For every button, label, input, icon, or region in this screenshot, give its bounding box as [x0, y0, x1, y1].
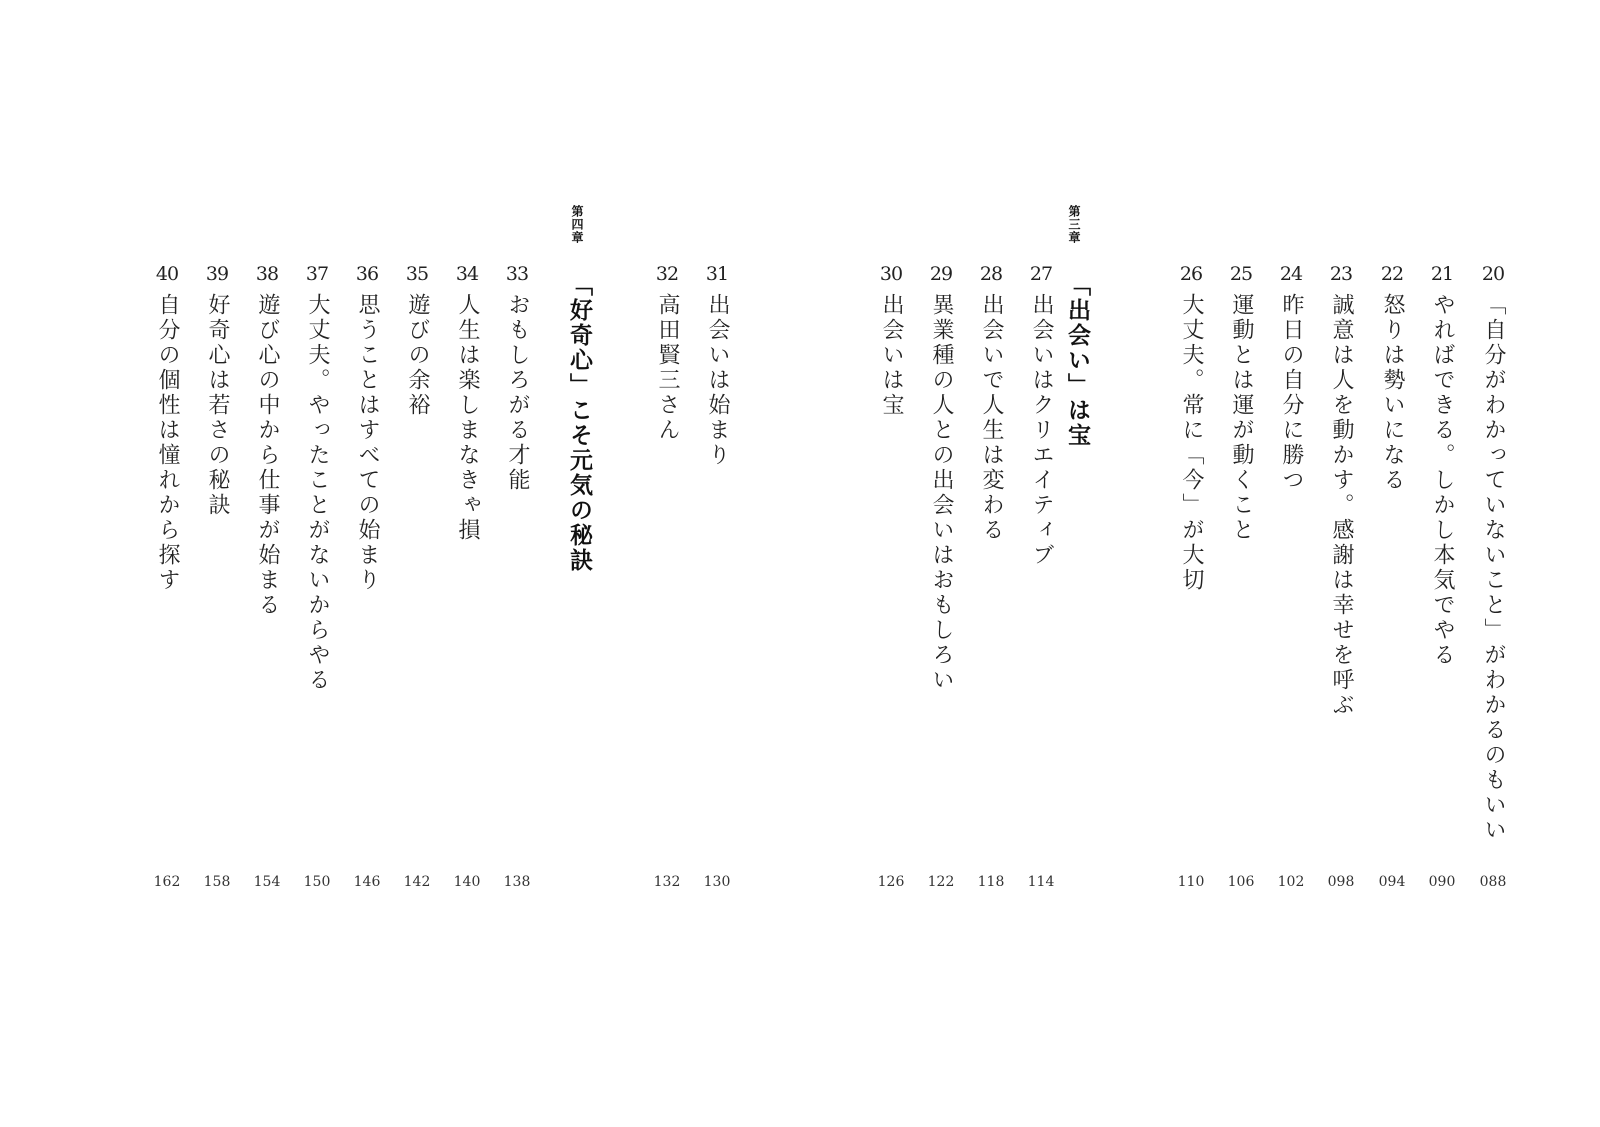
entry-number: 27: [1029, 263, 1053, 285]
entry-number: 32: [655, 263, 679, 285]
entry-page-number: 094: [1378, 874, 1406, 890]
entry-number: 33: [505, 263, 529, 285]
entry-title: 運動とは運が動くこと: [1229, 293, 1254, 543]
entry-page-number: 140: [453, 874, 481, 890]
entry-page-number: 090: [1428, 874, 1456, 890]
entry-title: 「自分がわかっていないこと」がわかるのもいい: [1481, 293, 1506, 843]
entry-page-number: 142: [403, 874, 431, 890]
entry-number: 29: [929, 263, 953, 285]
entry-page-number: 138: [503, 874, 531, 890]
entry-page-number: 162: [153, 874, 181, 890]
entry-number: 23: [1329, 263, 1353, 285]
entry-page-number: 088: [1479, 874, 1507, 890]
entry-page-number: 132: [653, 874, 681, 890]
entry-page-number: 118: [977, 874, 1005, 890]
entry-title: 出会いはクリエイティブ: [1029, 293, 1054, 568]
entry-number: 39: [205, 263, 229, 285]
chapter-3-label: 第三章: [1067, 205, 1081, 244]
entry-number: 20: [1481, 263, 1505, 285]
entry-title: 遊び心の中から仕事が始まる: [255, 293, 280, 618]
entry-title: 怒りは勢いになる: [1380, 293, 1405, 493]
entry-title: 出会いは宝: [879, 293, 904, 418]
entry-title: 異業種の人との出会いはおもしろい: [929, 293, 954, 693]
entry-title: 高田賢三さん: [655, 293, 680, 443]
entry-title: 好奇心は若さの秘訣: [205, 293, 230, 518]
entry-title: 昨日の自分に勝つ: [1279, 293, 1304, 493]
entry-number: 26: [1179, 263, 1203, 285]
entry-title: 遊びの余裕: [405, 293, 430, 418]
entry-title: 思うことはすべての始まり: [355, 293, 380, 593]
entry-title: おもしろがる才能: [505, 293, 530, 493]
entry-page-number: 102: [1277, 874, 1305, 890]
entry-title: 大丈夫。やったことがないからやる: [305, 293, 330, 693]
entry-number: 28: [979, 263, 1003, 285]
entry-page-number: 130: [703, 874, 731, 890]
entry-title: 出会いは始まり: [705, 293, 730, 468]
entry-title: 出会いで人生は変わる: [979, 293, 1004, 543]
entry-page-number: 122: [927, 874, 955, 890]
chapter-4-title: 「好奇心」こそ元気の秘訣: [566, 273, 592, 573]
entry-number: 30: [879, 263, 903, 285]
entry-number: 36: [355, 263, 379, 285]
entry-number: 22: [1380, 263, 1404, 285]
entry-number: 37: [305, 263, 329, 285]
entry-page-number: 110: [1177, 874, 1205, 890]
entry-number: 38: [255, 263, 279, 285]
entry-title: 人生は楽しまなきゃ損: [455, 293, 480, 543]
entry-number: 21: [1430, 263, 1454, 285]
entry-number: 25: [1229, 263, 1253, 285]
chapter-4-label: 第四章: [570, 205, 584, 244]
entry-page-number: 154: [253, 874, 281, 890]
entry-number: 34: [455, 263, 479, 285]
entry-title: やればできる。しかし本気でやる: [1430, 293, 1455, 668]
entry-page-number: 146: [353, 874, 381, 890]
entry-number: 35: [405, 263, 429, 285]
entry-page-number: 150: [303, 874, 331, 890]
entry-number: 40: [155, 263, 179, 285]
chapter-3-title: 「出会い」は宝: [1064, 273, 1090, 448]
entry-number: 31: [705, 263, 729, 285]
entry-page-number: 098: [1327, 874, 1355, 890]
entry-page-number: 106: [1227, 874, 1255, 890]
entry-title: 自分の個性は憧れから探す: [155, 293, 180, 593]
entry-title: 大丈夫。常に「今」が大切: [1179, 293, 1204, 593]
entry-title: 誠意は人を動かす。感謝は幸せを呼ぶ: [1329, 293, 1354, 718]
entry-page-number: 126: [877, 874, 905, 890]
entry-page-number: 158: [203, 874, 231, 890]
entry-page-number: 114: [1027, 874, 1055, 890]
entry-number: 24: [1279, 263, 1303, 285]
